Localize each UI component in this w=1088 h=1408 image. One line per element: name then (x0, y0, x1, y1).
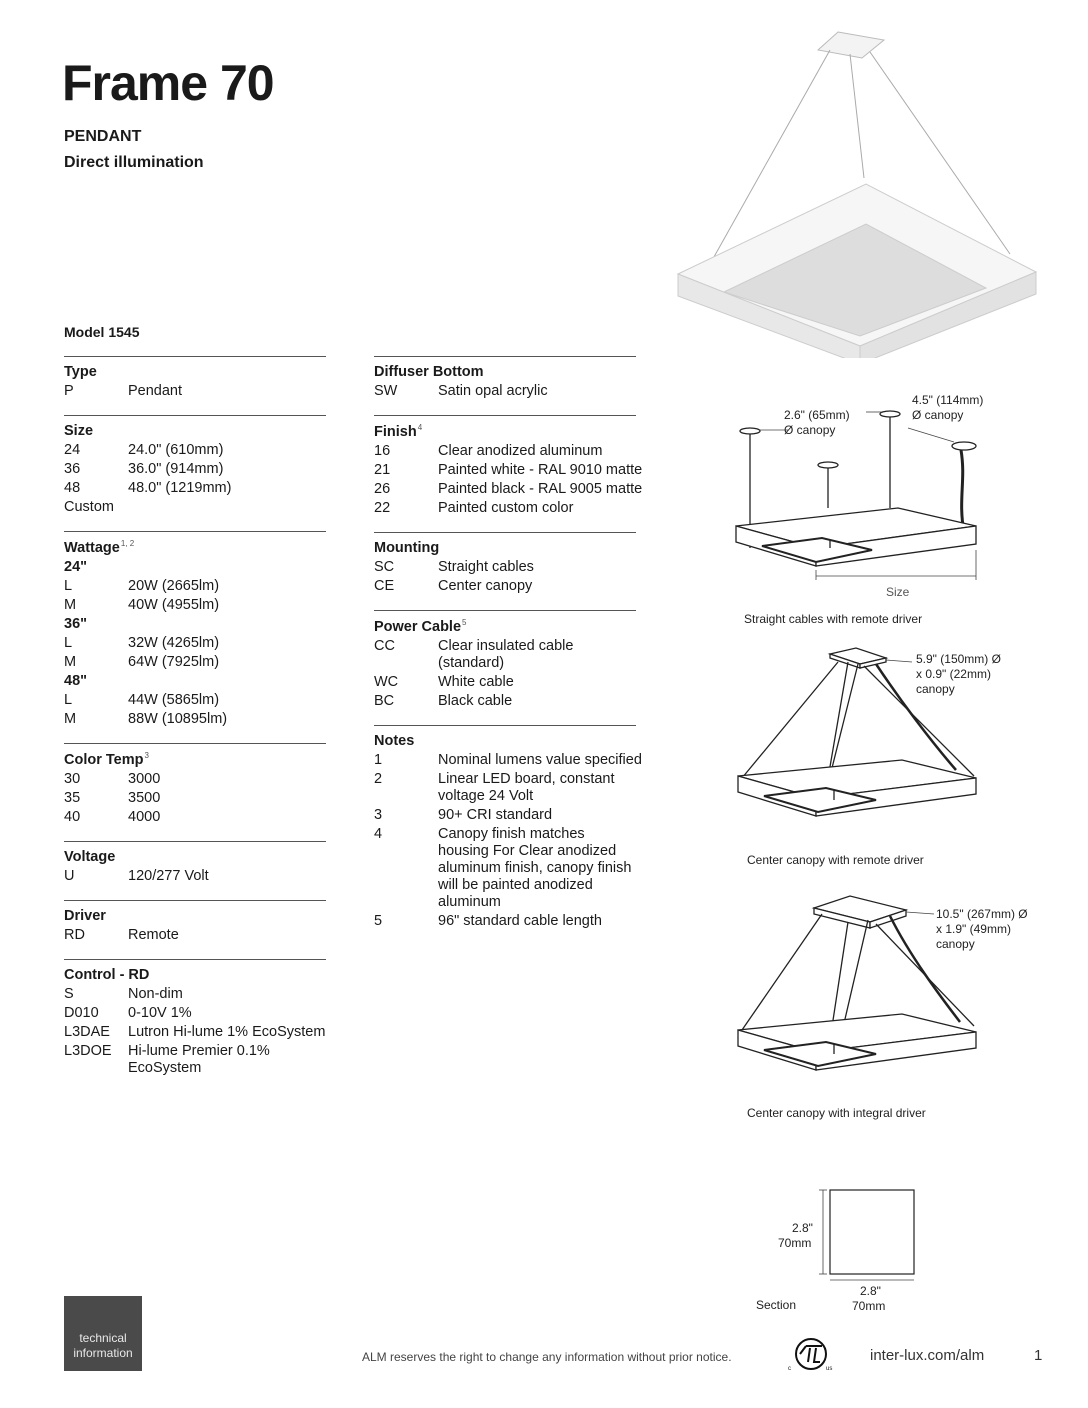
product-image (670, 28, 1050, 358)
spec-description (128, 498, 326, 517)
spec-description: 24.0" (610mm) (128, 442, 224, 458)
spec-description: 64W (7925lm) (128, 653, 220, 670)
spec-code: 36 (64, 461, 81, 477)
spec-row (374, 637, 636, 673)
section-title: Finish (374, 423, 417, 440)
spec-section (64, 743, 326, 827)
spec-row (374, 770, 636, 806)
d3-dim-2: x 1.9" (49mm) (936, 922, 1011, 936)
section-title: Size (64, 423, 94, 439)
spec-row (374, 673, 636, 692)
spec-code: WC (374, 673, 399, 690)
section-title: Type (64, 364, 97, 380)
spec-code: U (64, 867, 75, 884)
d3-caption: Center canopy with integral driver (747, 1106, 926, 1120)
spec-row (64, 498, 326, 517)
section-title: Diffuser Bottom (374, 364, 484, 380)
section-width-in: 2.8" (860, 1284, 881, 1298)
spec-row (374, 577, 636, 596)
spec-description: Painted black - RAL 9005 matte (438, 480, 643, 497)
d3-dim-1: 10.5" (267mm) Ø (936, 907, 1028, 921)
spec-description: Satin opal acrylic (438, 383, 548, 399)
spec-description: Black cable (438, 692, 513, 709)
section-heading (374, 733, 636, 749)
spec-description: 32W (4265lm) (128, 634, 220, 651)
d2-dim-2: x 0.9" (22mm) (916, 667, 991, 681)
d1-dim-a2: Ø canopy (784, 423, 836, 437)
spec-section (64, 900, 326, 945)
size-group-label: 48" (64, 672, 88, 689)
badge-line1: technical (79, 1331, 127, 1345)
spec-code: 5 (374, 912, 383, 929)
spec-code: 3 (374, 806, 383, 823)
spec-code: 1 (374, 751, 383, 768)
spec-description: White cable (438, 673, 514, 690)
spec-row (64, 1042, 326, 1078)
section-heading (374, 364, 636, 380)
model-number: Model 1545 (64, 324, 140, 340)
spec-row (64, 691, 326, 710)
spec-row (374, 558, 636, 577)
page-number: 1 (1034, 1347, 1043, 1364)
section-diagram (818, 1184, 918, 1284)
spec-code: M (64, 710, 77, 727)
spec-code: 24 (64, 442, 81, 458)
section-heading (64, 908, 326, 924)
spec-code: 4 (374, 825, 383, 842)
section-heading (374, 618, 636, 635)
spec-column-right (374, 356, 643, 945)
spec-description: 44W (5865lm) (128, 691, 220, 708)
spec-row (374, 461, 643, 480)
section-title: Wattage (64, 539, 120, 556)
spec-code: 40 (64, 808, 81, 825)
spec-description: 40W (4955lm) (128, 596, 220, 613)
spec-row (64, 926, 326, 945)
product-type-subtitle: PENDANT (64, 128, 142, 145)
svg-text:c: c (788, 1366, 791, 1372)
spec-row (64, 577, 326, 596)
section-heading (64, 849, 326, 865)
spec-code: BC (374, 692, 395, 709)
spec-code: D010 (64, 1004, 99, 1021)
section-title: Mounting (374, 539, 440, 556)
section-heading (64, 539, 326, 556)
spec-description: Straight cables (438, 558, 534, 575)
spec-code: M (64, 596, 77, 613)
footnote-ref: 5 (462, 617, 467, 627)
d2-dim-1: 5.9" (150mm) Ø (916, 652, 1001, 666)
d2-dim-3: canopy (916, 682, 955, 696)
spec-section (64, 531, 326, 729)
spec-row (64, 808, 326, 827)
spec-code: SC (374, 558, 395, 575)
spec-code: RD (64, 926, 85, 943)
spec-row (374, 912, 636, 931)
spec-description: 4000 (128, 808, 161, 825)
spec-row (64, 441, 326, 460)
spec-description: Nominal lumens value specified (438, 751, 642, 768)
spec-description: 88W (10895lm) (128, 710, 228, 727)
spec-row (64, 710, 326, 729)
spec-column-left (64, 356, 326, 1092)
section-heading (64, 967, 326, 983)
spec-description: 20W (2665lm) (128, 577, 220, 594)
section-title: Voltage (64, 848, 116, 865)
page-title: Frame 70 (62, 55, 274, 111)
spec-description: Pendant (128, 383, 183, 399)
spec-row (64, 1004, 326, 1023)
footnote-ref: 1, 2 (120, 539, 135, 548)
spec-row (374, 806, 636, 825)
spec-section (64, 356, 326, 401)
spec-code: 26 (374, 480, 391, 497)
section-title: Notes (374, 732, 415, 749)
disclaimer: ALM reserves the right to change any information without prior notice. (362, 1350, 732, 1364)
spec-code: 2 (374, 770, 383, 787)
spec-row (64, 634, 326, 653)
spec-code: S (64, 985, 74, 1002)
section-height-mm: 70mm (778, 1236, 812, 1250)
footnote-ref: 3 (144, 750, 149, 760)
spec-section (374, 356, 636, 401)
section-title: Color Temp (64, 751, 144, 768)
spec-code: L (64, 634, 73, 651)
spec-row (374, 480, 643, 499)
section-height-in: 2.8" (792, 1221, 813, 1235)
spec-row (374, 442, 636, 461)
d1-size-label: Size (886, 585, 910, 599)
spec-description: Linear LED board, constant voltage 24 Volt (438, 770, 615, 804)
spec-description: 3500 (128, 789, 161, 806)
d1-dim-b: 4.5" (114mm) (912, 393, 984, 407)
spec-code: L (64, 691, 73, 708)
badge-line2: information (73, 1346, 133, 1360)
spec-code: M (64, 653, 77, 670)
etl-certification-logo (786, 1334, 836, 1374)
section-heading (374, 540, 636, 556)
spec-row (64, 382, 326, 401)
spec-row (374, 825, 636, 912)
spec-description: 0-10V 1% (128, 1004, 192, 1021)
spec-description: 48.0" (1219mm) (128, 480, 232, 496)
spec-description: Non-dim (128, 985, 183, 1002)
spec-description: Center canopy (438, 577, 533, 594)
spec-description: Painted custom color (438, 499, 574, 516)
section-heading (64, 751, 326, 768)
spec-description: 90+ CRI standard (438, 806, 553, 823)
spec-code: SW (374, 383, 398, 399)
spec-description: Clear insulated cable (standard) (438, 637, 574, 671)
spec-description: Painted white - RAL 9010 matte (438, 461, 643, 478)
spec-row (64, 1023, 326, 1042)
spec-row (64, 867, 326, 886)
spec-code: 22 (374, 499, 391, 516)
spec-row (64, 596, 326, 615)
size-group-label: 36" (64, 615, 88, 632)
spec-row (374, 751, 642, 770)
spec-code: L3DAE (64, 1023, 110, 1040)
section-title: Power Cable (374, 618, 462, 635)
spec-description: Canopy finish matches housing For Clear anodized aluminum finish, canopy finish will be painted anodized aluminum (438, 825, 632, 910)
spec-description: 120/277 Volt (128, 867, 209, 884)
section-title: Control - RD (64, 966, 150, 983)
spec-code: CE (374, 577, 395, 594)
svg-text:us: us (826, 1366, 833, 1372)
section-heading (64, 423, 326, 439)
technical-information-badge (64, 1296, 142, 1371)
spec-code: 16 (374, 442, 391, 459)
spec-description: 96" standard cable length (438, 912, 602, 929)
spec-section (374, 725, 642, 931)
spec-code: Custom (64, 499, 114, 515)
spec-code: 35 (64, 789, 81, 806)
footnote-ref: 4 (417, 423, 423, 432)
spec-code: CC (374, 637, 395, 654)
spec-description: 36.0" (914mm) (128, 461, 224, 477)
spec-description: Lutron Hi-lume 1% EcoSystem (128, 1023, 326, 1040)
spec-description: Clear anodized aluminum (438, 442, 603, 459)
d2-caption: Center canopy with remote driver (747, 853, 924, 867)
spec-row (64, 985, 326, 1004)
spec-code: L3DOE (64, 1042, 112, 1059)
section-heading (374, 423, 636, 440)
d1-dim-a: 2.6" (65mm) (784, 408, 850, 422)
spec-row (374, 692, 636, 711)
spec-code: L (64, 577, 73, 594)
spec-description: 3000 (128, 770, 161, 787)
website-url[interactable]: inter-lux.com/alm (870, 1347, 985, 1364)
spec-section (64, 959, 326, 1078)
spec-description: Remote (128, 926, 179, 943)
spec-code: 21 (374, 461, 391, 478)
section-heading (64, 364, 326, 380)
spec-section (64, 841, 326, 886)
size-group-label: 24" (64, 558, 88, 575)
section-label: Section (756, 1298, 797, 1312)
spec-code: P (64, 383, 74, 399)
spec-row (64, 789, 326, 808)
spec-row (64, 479, 326, 498)
spec-section (374, 415, 643, 518)
section-width-mm: 70mm (852, 1299, 886, 1313)
section-title: Driver (64, 907, 106, 924)
spec-code: 48 (64, 480, 81, 496)
spec-row (374, 499, 636, 518)
spec-row (64, 653, 326, 672)
d3-dim-3: canopy (936, 937, 975, 951)
spec-row (64, 770, 326, 789)
spec-section (374, 532, 636, 596)
spec-section (64, 415, 326, 517)
spec-section (374, 610, 636, 711)
spec-code: 30 (64, 770, 81, 787)
spec-row (374, 382, 636, 401)
illumination-subtitle: Direct illumination (64, 154, 204, 171)
d1-caption: Straight cables with remote driver (744, 612, 923, 626)
spec-description: Hi-lume Premier 0.1% EcoSystem (128, 1042, 270, 1076)
d1-dim-b2: Ø canopy (912, 408, 964, 422)
diagram-straight-cables (728, 400, 988, 600)
spec-row (64, 460, 326, 479)
